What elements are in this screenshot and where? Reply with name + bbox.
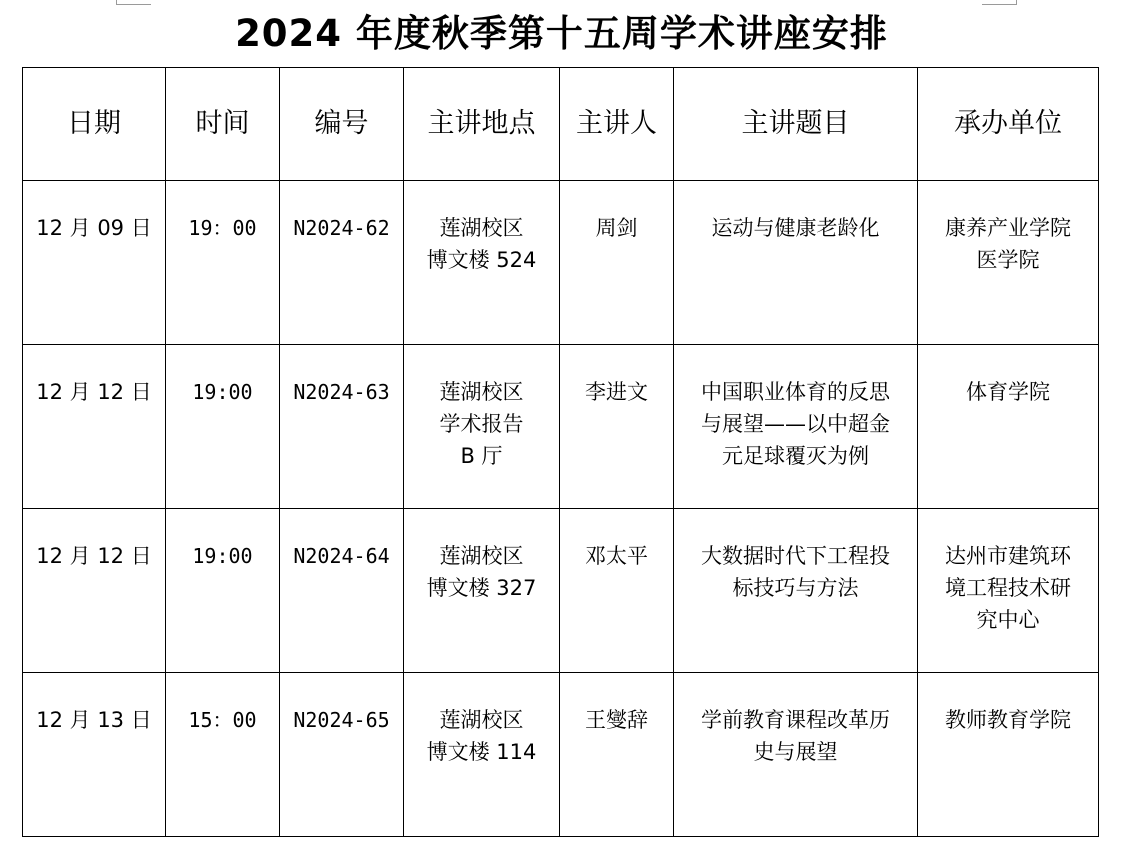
lecture-schedule-table [22, 67, 1099, 837]
cell-speaker [560, 181, 674, 345]
cell-date [23, 673, 166, 837]
cell-location [404, 345, 560, 509]
code-text: N2024-65 [293, 708, 390, 732]
date-text: 12 月 12 日 [36, 544, 152, 568]
cell-topic [674, 181, 918, 345]
location-text: 莲湖校区 博文楼 114 [426, 708, 537, 764]
header-time: 时间 [166, 68, 280, 181]
cell-time [166, 345, 280, 509]
cell-date [23, 181, 166, 345]
time-text: 19:00 [192, 544, 253, 568]
table-row [23, 345, 1099, 509]
header-date: 日期 [23, 68, 166, 181]
time-text: 15：00 [188, 708, 257, 732]
cell-date [23, 345, 166, 509]
cell-topic [674, 509, 918, 673]
location-text: 莲湖校区 学术报告 B 厅 [439, 380, 524, 468]
cell-code [280, 181, 404, 345]
location-text: 莲湖校区 博文楼 524 [426, 216, 537, 272]
page-corner-mark-left [116, 0, 151, 5]
header-organizer: 承办单位 [918, 68, 1099, 181]
time-text: 19：00 [188, 216, 257, 240]
cell-code [280, 345, 404, 509]
cell-speaker [560, 345, 674, 509]
cell-time [166, 181, 280, 345]
header-location: 主讲地点 [404, 68, 560, 181]
cell-time [166, 509, 280, 673]
cell-organizer [918, 181, 1099, 345]
cell-topic [674, 345, 918, 509]
code-text: N2024-64 [293, 544, 390, 568]
date-text: 12 月 13 日 [36, 708, 152, 732]
cell-organizer [918, 509, 1099, 673]
cell-organizer [918, 345, 1099, 509]
location-text: 莲湖校区 博文楼 327 [426, 544, 537, 600]
cell-speaker [560, 673, 674, 837]
speaker-text: 李进文 [585, 380, 648, 404]
header-topic: 主讲题目 [674, 68, 918, 181]
code-text: N2024-62 [293, 216, 390, 240]
cell-topic [674, 673, 918, 837]
table-row [23, 181, 1099, 345]
page-corner-mark-right [982, 0, 1017, 5]
date-text: 12 月 12 日 [36, 380, 152, 404]
header-code: 编号 [280, 68, 404, 181]
table-header-row [23, 68, 1099, 181]
topic-text: 大数据时代下工程投 标技巧与方法 [701, 544, 890, 600]
cell-location [404, 181, 560, 345]
cell-location [404, 509, 560, 673]
topic-text: 运动与健康老龄化 [711, 216, 880, 240]
table-row [23, 509, 1099, 673]
speaker-text: 王燮辞 [585, 708, 648, 732]
speaker-text: 邓太平 [585, 544, 648, 568]
topic-text: 学前教育课程改革历 史与展望 [701, 708, 890, 764]
speaker-text: 周剑 [595, 216, 638, 240]
time-text: 19:00 [192, 380, 253, 404]
cell-time [166, 673, 280, 837]
organizer-text: 教师教育学院 [945, 708, 1071, 732]
organizer-text: 达州市建筑环 境工程技术研 究中心 [945, 544, 1071, 632]
organizer-text: 体育学院 [966, 380, 1050, 404]
cell-date [23, 509, 166, 673]
page-title: 2024 年度秋季第十五周学术讲座安排 [235, 12, 888, 55]
cell-speaker [560, 509, 674, 673]
code-text: N2024-63 [293, 380, 390, 404]
table-row [23, 673, 1099, 837]
cell-organizer [918, 673, 1099, 837]
date-text: 12 月 09 日 [36, 216, 152, 240]
cell-code [280, 673, 404, 837]
cell-code [280, 509, 404, 673]
cell-location [404, 673, 560, 837]
organizer-text: 康养产业学院 医学院 [945, 216, 1071, 272]
topic-text: 中国职业体育的反思 与展望——以中超金 元足球覆灭为例 [701, 380, 890, 468]
header-speaker: 主讲人 [560, 68, 674, 181]
